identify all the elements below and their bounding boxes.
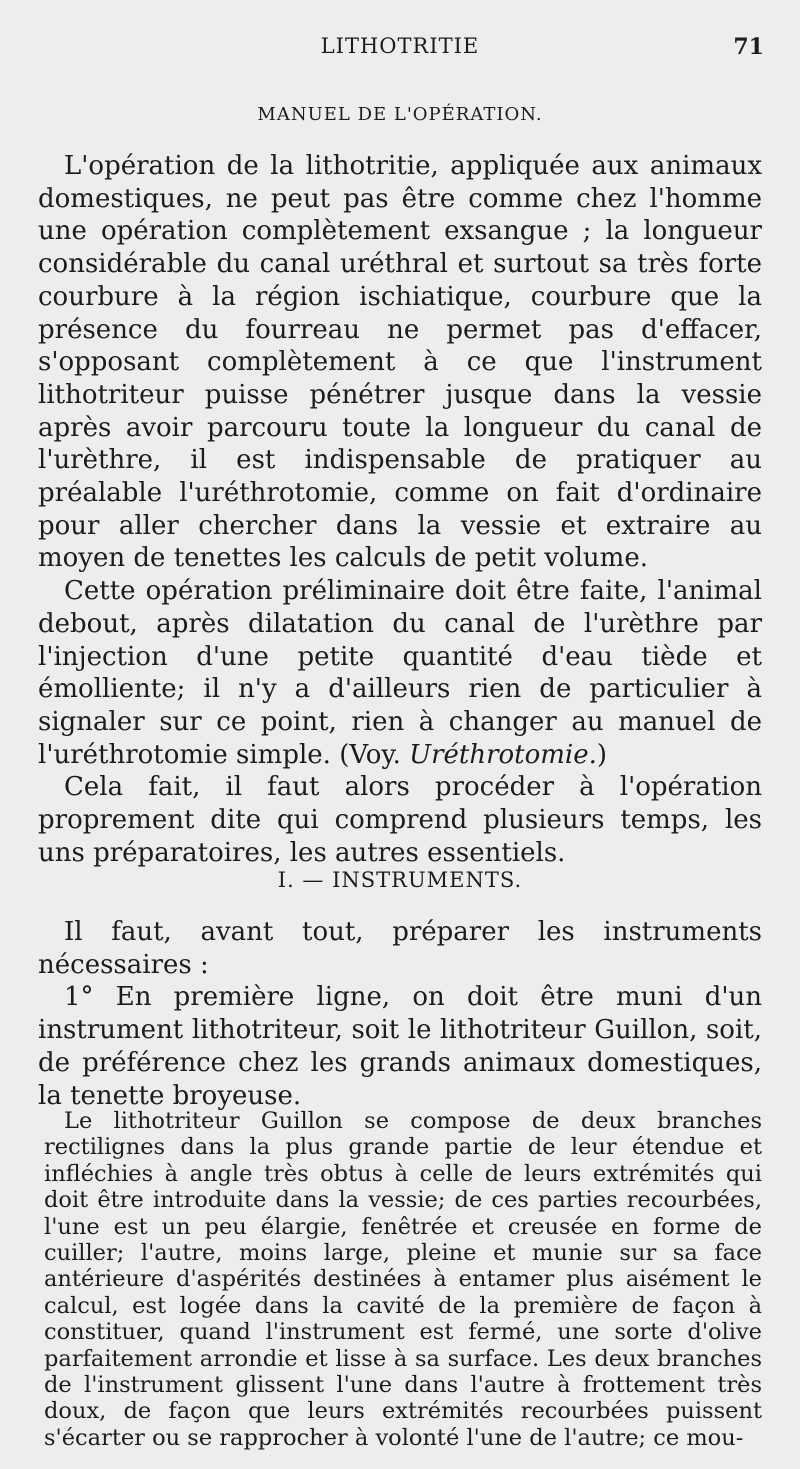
small-print-description (44, 1108, 762, 1451)
running-title: LITHOTRITIE (320, 34, 480, 58)
closing-parenthesis: ) (596, 739, 608, 770)
page-number: 71 (733, 34, 764, 60)
paragraph: Cela fait, il faut alors procéder à l'opération proprement dite qui comprend plusieurs temps, les uns préparatoires, les autres essentiels. (38, 772, 762, 868)
paragraph: Le lithotriteur Guillon se compose de deux branches rectilignes dans la plus grande partie de leur étendue et infléchies à angle très obtus à celle de leurs extrémités qui doit être introduite dans la vessie; de ces parties recourbées, l'une est un peu élargie, fenêtrée et creusée en forme de cuiller; l'autre, moins large, pleine et munie sur sa face antérieure d'aspérités destinées à entamer plus aisément le calcul, est logée dans la cavité de la première de façon à constituer, quand l'instrument est fermé, une sorte d'olive parfaitement arrondie et lisse à sa surface. Les deux branches de l'instrument glissent l'une dans l'autre à frottement très doux, de façon que leurs extrémités recourbées puissent s'écarter ou se rapprocher à volonté l'une de l'autre; ce mou- (44, 1108, 762, 1451)
paragraph (38, 575, 762, 771)
section-title: MANUEL DE L'OPÉRATION. (257, 104, 543, 125)
paragraph: L'opération de la lithotritie, appliquée aux animaux domestiques, ne peut pas être comme chez l'homme une opération complètement exsangue ; la longueur considérable du canal uréthral et surtout sa très forte courbure à la région ischiatique, courbure que la présence du fourreau ne permet pas d'effacer, s'opposant complètement à ce que l'instrument lithotriteur puisse pénétrer jusque dans la vessie après avoir parcouru toute la longueur du canal de l'urèthre, il est indispensable de pratiquer au préalable l'uréthrotomie, comme on fait d'ordinaire pour aller chercher dans la vessie et extraire au moyen de tenettes les calculs de petit volume. (38, 151, 762, 574)
paragraph-text: Cette opération préliminaire doit être faite, l'animal debout, après dilatation du canal de l'urèthre par l'injection d'une petite quantité d'eau tiède et émolliente; il n'y a d'ailleurs rien de particulier à signaler sur ce point, rien à changer au manuel de l'uréthrotomie simple. (Voy. (38, 576, 762, 770)
cross-reference: Uréthrotomie. (409, 739, 597, 770)
paragraph: 1° En première ligne, on doit être muni d'un instrument lithotriteur, soit le lithotriteur Guillon, soit, de préférence chez les grands animaux domestiques, la tenette broyeuse. (38, 982, 762, 1111)
main-text (38, 150, 762, 869)
instruments-heading: I. — INSTRUMENTS. (277, 868, 523, 892)
running-head (0, 30, 800, 64)
instruments-text (38, 916, 762, 1112)
paragraph: Il faut, avant tout, préparer les instruments nécessaires : (38, 917, 762, 980)
